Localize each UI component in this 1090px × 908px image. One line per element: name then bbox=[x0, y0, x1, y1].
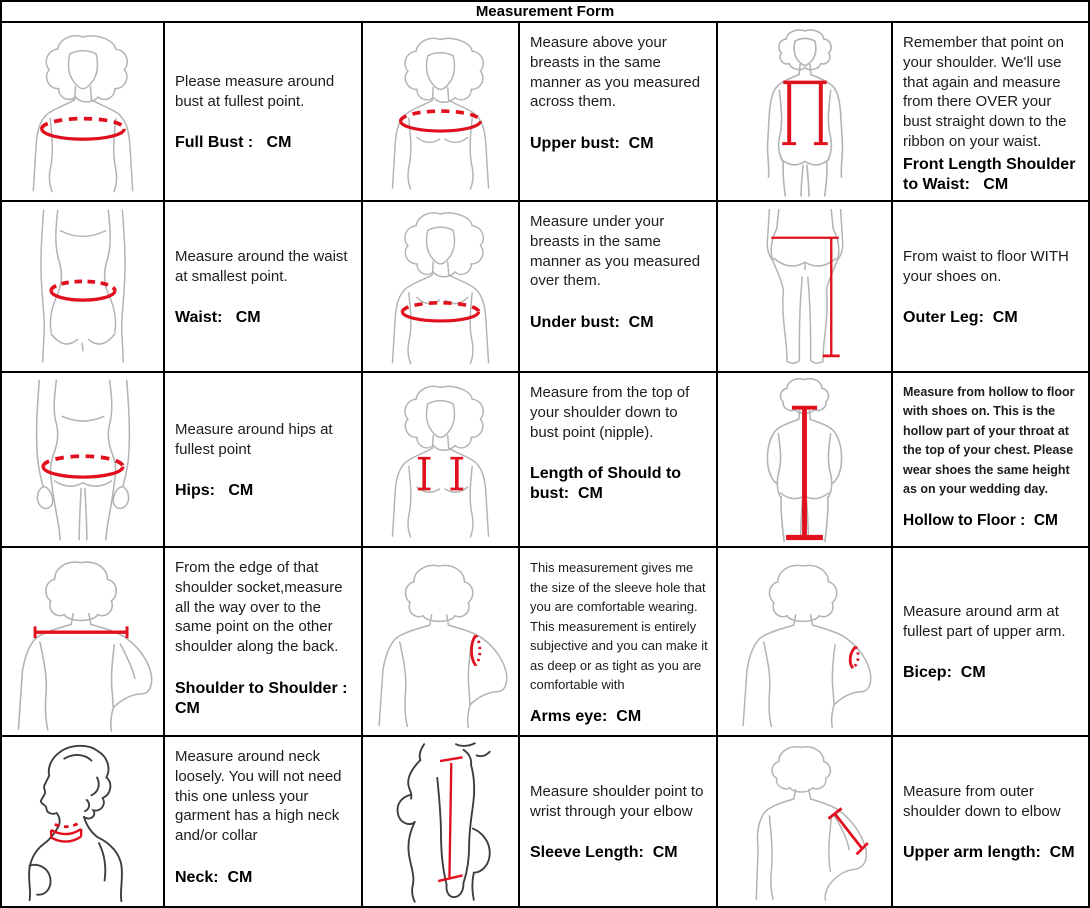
sleeve-length-instruction: Measure shoulder point to wrist through your elbow bbox=[530, 782, 704, 820]
shoulder-to-shoulder-instruction: From the edge of that shoulder socket,measure all the way over to the same point on the other shoulder along the back. bbox=[175, 559, 343, 656]
under-bust-figure-icon bbox=[368, 204, 513, 369]
cell-outer-leg-figure bbox=[718, 202, 893, 373]
cell-under-bust-figure bbox=[363, 202, 520, 373]
upper-arm-instruction: Measure from outer shoulder down to elbow bbox=[903, 782, 1061, 820]
shoulder-to-bust-label: Length of Should to bust: CM bbox=[530, 465, 686, 503]
hollow-to-floor-instruction: Measure from hollow to floor with shoes on. This is the hollow part of your throat at the top of your chest. Please wear shoes the same height as on your wedding day. bbox=[903, 385, 1075, 496]
neck-label: Neck: CM bbox=[175, 868, 253, 886]
outer-leg-label: Outer Leg: CM bbox=[903, 309, 1018, 327]
hips-instruction: Measure around hips at fullest point bbox=[175, 420, 333, 458]
cell-waist-figure bbox=[2, 202, 165, 373]
form-title: Measurement Form bbox=[2, 2, 1088, 23]
sleeve-length-figure-icon bbox=[366, 738, 516, 906]
shoulder-to-shoulder-label: Shoulder to Shoulder : CM bbox=[175, 679, 352, 717]
front-length-instruction: Remember that point on your shoulder. We'll use that again and measure from there OVER your bust straight down to the ribbon on your waist. bbox=[903, 34, 1067, 150]
upper-arm-label: Upper arm length: CM bbox=[903, 844, 1075, 862]
cell-bicep-text bbox=[893, 548, 1088, 737]
under-bust-instruction: Measure under your breasts in the same manner as you measured over them. bbox=[530, 213, 701, 290]
cell-waist-text bbox=[165, 202, 363, 373]
full-bust-figure-icon bbox=[8, 28, 158, 196]
cell-outer-leg-text bbox=[893, 202, 1088, 373]
hips-label: Hips: CM bbox=[175, 482, 254, 500]
full-bust-instruction: Please measure around bust at fullest point. bbox=[175, 72, 335, 110]
cell-upper-arm-text bbox=[893, 737, 1088, 906]
cell-shoulder-to-bust-text bbox=[520, 373, 718, 548]
cell-sleeve-length-figure bbox=[363, 737, 520, 906]
front-length-label: Front Length Shoulder to Waist: CM bbox=[903, 155, 1080, 193]
shoulder-to-bust-figure-icon bbox=[368, 376, 513, 544]
cell-hollow-to-floor-text bbox=[893, 373, 1088, 548]
shoulder-to-bust-instruction: Measure from the top of your shoulder down to bust point (nipple). bbox=[530, 384, 690, 441]
waist-label: Waist: CM bbox=[175, 309, 261, 327]
neck-instruction: Measure around neck loosely. You will not need this one unless your garment has a high neck and/or collar bbox=[175, 748, 342, 845]
cell-neck-figure bbox=[2, 737, 165, 906]
outer-leg-figure-icon bbox=[730, 204, 880, 369]
cell-full-bust-text bbox=[165, 23, 363, 202]
cell-hips-text bbox=[165, 373, 363, 548]
cell-front-length-figure bbox=[718, 23, 893, 202]
cell-shoulder-to-bust-figure bbox=[363, 373, 520, 548]
upper-bust-figure-icon bbox=[368, 28, 513, 196]
front-length-figure-icon bbox=[726, 26, 884, 198]
cell-hips-figure bbox=[2, 373, 165, 548]
bicep-label: Bicep: CM bbox=[903, 664, 986, 682]
upper-arm-figure-icon bbox=[730, 739, 880, 904]
outer-leg-instruction: From waist to floor WITH your shoes on. bbox=[903, 247, 1069, 285]
cell-under-bust-text bbox=[520, 202, 718, 373]
sleeve-length-label: Sleeve Length: CM bbox=[530, 844, 678, 862]
cell-shoulder-to-shoulder-text bbox=[165, 548, 363, 737]
hollow-to-floor-figure-icon bbox=[727, 375, 882, 545]
neck-figure-icon bbox=[8, 739, 158, 904]
upper-bust-instruction: Measure above your breasts in the same manner as you measured across them. bbox=[530, 34, 701, 111]
cell-shoulder-to-shoulder-figure bbox=[2, 548, 165, 737]
cell-bicep-figure bbox=[718, 548, 893, 737]
cell-neck-text bbox=[165, 737, 363, 906]
arms-eye-instruction: This measurement gives me the size of the sleeve hole that you are comfortable wearing. This measurement is entirely subjective and you can make it as deep or as tight as you are comfortable with bbox=[530, 560, 708, 692]
arms-eye-figure-icon bbox=[366, 551, 516, 733]
cell-arms-eye-figure bbox=[363, 548, 520, 737]
upper-bust-label: Upper bust: CM bbox=[530, 135, 654, 153]
cell-arms-eye-text bbox=[520, 548, 718, 737]
under-bust-label: Under bust: CM bbox=[530, 314, 654, 332]
cell-upper-bust-figure bbox=[363, 23, 520, 202]
waist-instruction: Measure around the waist at smallest point. bbox=[175, 247, 348, 285]
cell-hollow-to-floor-figure bbox=[718, 373, 893, 548]
bicep-instruction: Measure around arm at fullest part of upper arm. bbox=[903, 602, 1066, 640]
hollow-to-floor-label: Hollow to Floor : CM bbox=[903, 512, 1058, 530]
cell-upper-arm-figure bbox=[718, 737, 893, 906]
cell-sleeve-length-text bbox=[520, 737, 718, 906]
shoulder-to-shoulder-figure-icon bbox=[3, 551, 163, 733]
cell-front-length-text bbox=[893, 23, 1088, 202]
hips-figure-icon bbox=[7, 376, 159, 544]
bicep-figure-icon bbox=[730, 551, 880, 733]
arms-eye-label: Arms eye: CM bbox=[530, 707, 642, 725]
waist-figure-icon bbox=[8, 206, 158, 368]
cell-full-bust-figure bbox=[2, 23, 165, 202]
cell-upper-bust-text bbox=[520, 23, 718, 202]
full-bust-label: Full Bust : CM bbox=[175, 134, 292, 152]
